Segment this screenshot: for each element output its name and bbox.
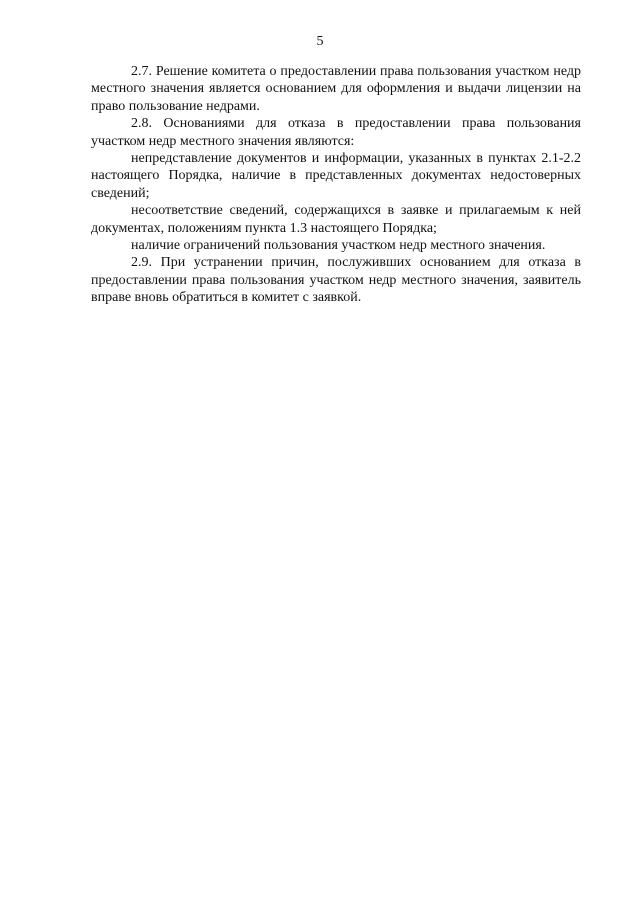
paragraph-2-9: 2.9. При устранении причин, послуживших основанием для отказа в предоставлении права пользования участком недр местного значения, заявитель вправе вновь обратиться в комитет с заявкой. [91,255,581,306]
paragraph-refusal-reason-2: несоответствие сведений, содержащихся в заявке и прилагаемым к ней документах, положениям пункта 1.3 настоящего Порядка; [91,203,581,236]
paragraph-2-7: 2.7. Решение комитета о предоставлении права пользования участком недр местного значения является основанием для оформления и выдачи лицензии на право пользование недрами. [91,64,581,114]
paragraph-2-8: 2.8. Основаниями для отказа в предоставлении права пользования участком недр местного значения являются: [91,116,581,149]
paragraph-refusal-reason-3: наличие ограничений пользования участком недр местного значения. [131,238,546,254]
document-body [91,63,581,307]
paragraph-refusal-reason-1: непредставление документов и информации, указанных в пунктах 2.1-2.2 настоящего Порядка, наличие в представленных документах недостоверных сведений; [91,151,581,201]
page-number: 5 [316,34,324,49]
